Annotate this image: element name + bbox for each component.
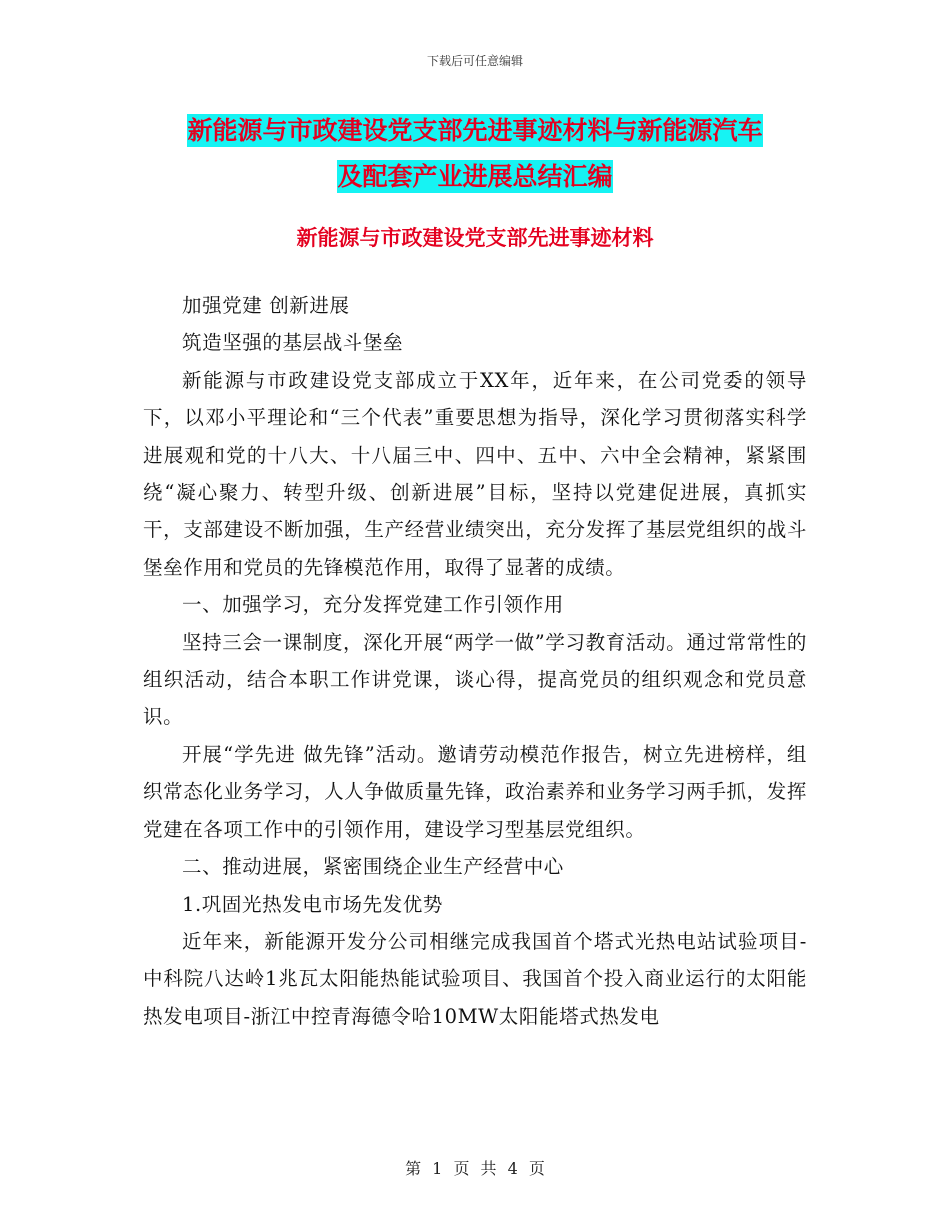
paragraph: 二、推动进展，紧密围绕企业生产经营中心 (182, 855, 564, 879)
header-note: 下载后可任意编辑 (426, 54, 523, 68)
page-footer: 第 1 页 共 4 页 (405, 1159, 545, 1178)
title-line-2: 及配套产业进展总结汇编 (337, 162, 613, 191)
paragraph: 近年来，新能源开发分公司相继完成我国首个塔式光热电站试验项目-中科院八达岭1兆瓦太阳能热能试验项目、我国首个投入商业运行的太阳能热发电项目-浙江中控青海德令哈10MW太阳能塔式热发电 (143, 929, 807, 1028)
paragraph: 筑造坚强的基层战斗堡垒 (182, 331, 404, 355)
paragraph: 加强党建 创新进展 (182, 294, 350, 317)
document-title (60, 108, 890, 200)
section-title: 新能源与市政建设党支部先进事迹材料 (296, 225, 654, 250)
paragraph: 一、加强学习，充分发挥党建工作引领作用 (182, 593, 564, 617)
paragraph: 1.巩固光热发电市场先发优势 (182, 892, 444, 916)
paragraph: 开展“学先进 做先锋”活动。邀请劳动模范作报告，树立先进榜样，组织常态化业务学习，人人争做质量先锋，政治素养和业务学习两手抓，发挥党建在各项工作中的引领作用，建设学习型基层党组织。 (143, 742, 807, 841)
paragraph: 坚持三会一课制度，深化开展“两学一做”学习教育活动。通过常常性的组织活动，结合本职工作讲党课，谈心得，提高党员的组织观念和党员意识。 (143, 630, 807, 729)
title-line-1: 新能源与市政建设党支部先进事迹材料与新能源汽车 (187, 116, 763, 145)
paragraph: 新能源与市政建设党支部成立于XX年，近年来，在公司党委的领导下，以邓小平理论和“三个代表”重要思想为指导，深化学习贯彻落实科学进展观和党的十八大、十八届三中、四中、五中、六中全会精神，紧紧围绕“凝心聚力、转型升级、创新进展”目标，坚持以党建促进展，真抓实干，支部建设不断加强，生产经营业绩突出，充分发挥了基层党组织的战斗堡垒作用和党员的先锋模范作用，取得了显著的成绩。 (143, 368, 807, 579)
document-body (143, 287, 807, 1035)
